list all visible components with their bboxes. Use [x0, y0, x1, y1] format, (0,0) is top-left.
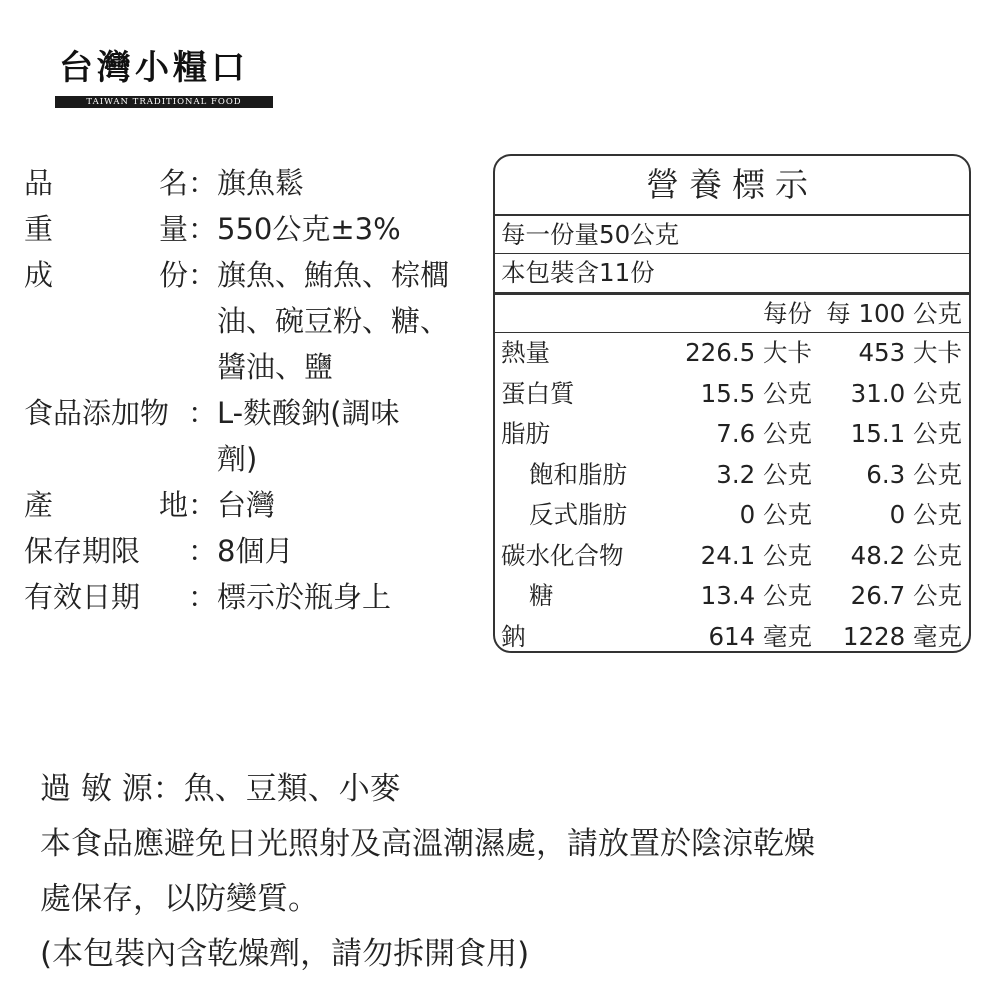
nutrient-row	[495, 576, 969, 617]
nutrient-per-serving: 24.1 公克	[700, 540, 812, 570]
nutrient-per-serving: 226.5 大卡	[685, 338, 812, 367]
nutrient-per-100g: 15.1 公克	[850, 419, 962, 448]
nutrient-row	[495, 414, 969, 455]
info-label: 品 名	[24, 166, 188, 200]
desiccant-warning: (本包裝內含乾燥劑，請勿拆開食用)	[40, 936, 530, 972]
nutrient-row	[495, 617, 969, 654]
nutrition-header-row	[495, 295, 969, 333]
info-row-name: 品 名 ： 旗魚鬆	[24, 160, 474, 206]
col-per-100g: 每 100 公克	[826, 299, 962, 328]
info-row-weight: 重 量 ： 550公克±3%	[24, 206, 474, 252]
storage-note: 處保存，以防變質。	[40, 881, 319, 917]
info-label: 有效日期	[24, 580, 141, 614]
nutrient-per-serving: 614 毫克	[708, 621, 812, 651]
servings-per-package: 本包裝含11份	[495, 254, 969, 295]
origin-value: 台灣	[217, 488, 276, 522]
info-row-shelf-life: 保存期限 ： 8個月	[24, 528, 474, 574]
nutrient-per-100g: 6.3 公克	[866, 459, 962, 489]
nutrient-per-100g: 26.7 公克	[850, 581, 962, 610]
nutrient-name: 鈉	[501, 621, 526, 651]
nutrient-per-serving: 13.4 公克	[700, 581, 812, 610]
logo-subtitle: TAIWAN TRADITIONAL FOOD	[55, 96, 273, 108]
additives-list: L-麩酸鈉(調味 劑)	[217, 396, 400, 476]
serving-size: 每一份量50公克	[495, 216, 969, 254]
shelf-life-value: 8個月	[217, 534, 294, 568]
nutrition-facts-table	[493, 154, 971, 653]
product-info	[24, 160, 474, 620]
info-row-origin: 產 地 ： 台灣	[24, 482, 474, 528]
product-weight: 550公克±3%	[217, 212, 401, 246]
nutrient-name: 飽和脂肪	[529, 459, 627, 489]
storage-note: 本食品應避免日光照射及高溫潮濕處，請放置於陰涼乾燥	[40, 826, 815, 862]
info-row-expiry: 有效日期 ： 標示於瓶身上	[24, 574, 474, 620]
nutrient-name: 熱量	[501, 338, 550, 367]
allergen-label: 過 敏 源	[40, 771, 153, 807]
nutrient-per-100g: 1228 毫克	[842, 621, 962, 651]
nutrient-name: 碳水化合物	[501, 540, 624, 570]
allergen-line: 過 敏 源：魚、豆類、小麥	[40, 771, 401, 807]
nutrient-name: 脂肪	[501, 419, 550, 448]
info-label: 成 份	[24, 258, 188, 292]
info-label: 產 地	[24, 488, 188, 522]
ingredients-list: 旗魚、鮪魚、棕櫚 油、碗豆粉、糖、 醬油、鹽	[217, 258, 450, 384]
brand-logo	[55, 42, 275, 108]
nutrient-name: 反式脂肪	[529, 500, 627, 529]
nutrient-name: 糖	[529, 581, 554, 610]
nutrient-row	[495, 374, 969, 415]
nutrient-per-serving: 0 公克	[739, 500, 812, 529]
info-row-ingredients: 成 份 ： 旗魚、鮪魚、棕櫚 油、碗豆粉、糖、 醬油、鹽	[24, 252, 474, 390]
nutrient-per-serving: 7.6 公克	[716, 419, 812, 448]
nutrient-row	[495, 455, 969, 496]
nutrient-per-100g: 453 大卡	[858, 338, 962, 367]
allergen-value: 魚、豆類、小麥	[183, 771, 401, 807]
nutrient-row	[495, 333, 969, 374]
nutrient-name: 蛋白質	[501, 378, 575, 408]
info-label: 重 量	[24, 212, 188, 246]
bottom-notes	[40, 762, 980, 982]
nutrient-row	[495, 495, 969, 536]
nutrient-per-100g: 0 公克	[889, 500, 962, 529]
logo-title: 台灣小糧口	[59, 48, 249, 88]
info-row-additives: 食品添加物 ： L-麩酸鈉(調味 劑)	[24, 390, 474, 482]
info-label: 保存期限	[24, 534, 141, 568]
nutrient-per-serving: 3.2 公克	[716, 459, 812, 489]
info-label: 食品添加物	[24, 396, 170, 430]
expiry-value: 標示於瓶身上	[217, 580, 392, 614]
product-name: 旗魚鬆	[217, 166, 305, 200]
nutrient-row	[495, 536, 969, 577]
nutrient-per-100g: 48.2 公克	[850, 540, 962, 570]
nutrition-title: 營養標示	[495, 156, 969, 216]
col-per-serving: 每份	[763, 299, 812, 328]
nutrient-per-100g: 31.0 公克	[850, 378, 962, 408]
nutrient-per-serving: 15.5 公克	[700, 378, 812, 408]
